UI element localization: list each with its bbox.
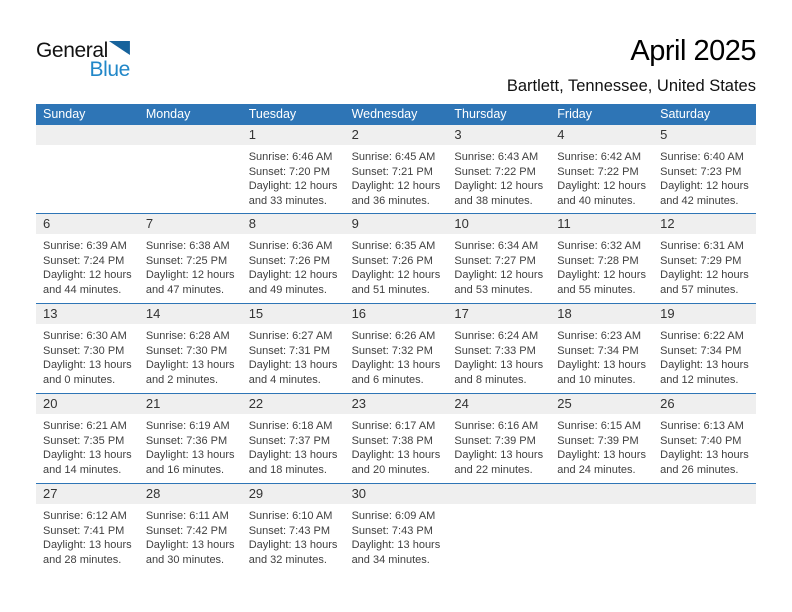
sunset-text: Sunset: 7:29 PM	[660, 254, 742, 267]
day-number	[550, 484, 653, 504]
day-number: 27	[36, 484, 139, 504]
daylight-text: Daylight: 13 hours and 2 minutes.	[145, 359, 235, 387]
weekday-wednesday: Wednesday	[351, 107, 418, 121]
week-row	[36, 213, 756, 303]
day-details	[345, 234, 442, 298]
sunrise-text: Sunrise: 6:15 AM	[557, 420, 642, 432]
day-details	[653, 234, 750, 298]
day-cell	[242, 125, 345, 213]
day-cell	[653, 484, 756, 573]
sunset-text: Sunset: 7:35 PM	[43, 434, 125, 447]
week-row	[36, 303, 756, 393]
sunrise-text: Sunrise: 6:46 AM	[248, 151, 333, 163]
day-details	[242, 145, 339, 209]
day-number: 28	[139, 484, 242, 504]
daylight-text: Daylight: 13 hours and 28 minutes.	[43, 539, 132, 567]
daylight-text: Daylight: 12 hours and 51 minutes.	[351, 269, 441, 297]
daylight-text: Daylight: 13 hours and 18 minutes.	[248, 449, 338, 477]
sunrise-text: Sunrise: 6:21 AM	[43, 420, 127, 432]
sunrise-text: Sunrise: 6:35 AM	[351, 240, 436, 252]
sunrise-text: Sunrise: 6:22 AM	[660, 330, 744, 342]
daylight-text: Daylight: 12 hours and 53 minutes.	[454, 269, 544, 297]
day-details	[447, 414, 544, 478]
daylight-text: Daylight: 13 hours and 30 minutes.	[145, 539, 235, 567]
day-details	[242, 324, 339, 388]
sunset-text: Sunset: 7:39 PM	[557, 434, 639, 447]
day-details	[139, 324, 236, 388]
day-details	[653, 414, 750, 478]
day-details	[139, 234, 236, 298]
day-details	[36, 414, 133, 478]
daylight-text: Daylight: 13 hours and 6 minutes.	[351, 359, 441, 387]
sunrise-text: Sunrise: 6:11 AM	[145, 510, 229, 522]
day-details	[36, 145, 133, 150]
week-row	[36, 393, 756, 483]
day-number: 16	[345, 304, 448, 324]
sunrise-text: Sunrise: 6:09 AM	[351, 510, 436, 522]
sunset-text: Sunset: 7:20 PM	[248, 165, 331, 178]
day-number: 22	[242, 394, 345, 414]
sunset-text: Sunset: 7:25 PM	[145, 254, 228, 267]
sunset-text: Sunset: 7:39 PM	[454, 434, 536, 447]
daylight-text: Daylight: 13 hours and 20 minutes.	[351, 449, 441, 477]
sunrise-text: Sunrise: 6:26 AM	[351, 330, 436, 342]
sunset-text: Sunset: 7:28 PM	[557, 254, 639, 267]
daylight-text: Daylight: 12 hours and 44 minutes.	[43, 269, 132, 297]
daylight-text: Daylight: 13 hours and 32 minutes.	[248, 539, 338, 567]
sunset-text: Sunset: 7:38 PM	[351, 434, 433, 447]
day-number: 9	[345, 214, 448, 234]
day-number	[447, 484, 550, 504]
sunset-text: Sunset: 7:26 PM	[248, 254, 331, 267]
day-details	[447, 234, 544, 298]
day-number: 18	[550, 304, 653, 324]
sunset-text: Sunset: 7:40 PM	[660, 434, 742, 447]
day-cell	[653, 394, 756, 483]
day-details	[242, 234, 339, 298]
day-number: 11	[550, 214, 653, 234]
sunrise-text: Sunrise: 6:19 AM	[145, 420, 230, 432]
weekday-sunday: Sunday	[43, 107, 86, 121]
day-details	[447, 504, 544, 509]
day-number: 13	[36, 304, 139, 324]
daylight-text: Daylight: 13 hours and 14 minutes.	[43, 449, 132, 477]
day-cell	[139, 484, 242, 573]
sunrise-text: Sunrise: 6:27 AM	[248, 330, 333, 342]
sunrise-text: Sunrise: 6:36 AM	[248, 240, 333, 252]
day-cell	[653, 125, 756, 213]
sunrise-text: Sunrise: 6:31 AM	[660, 240, 744, 252]
daylight-text: Daylight: 13 hours and 24 minutes.	[557, 449, 646, 477]
logo-triangle-icon	[109, 41, 130, 55]
daylight-text: Daylight: 12 hours and 40 minutes.	[557, 180, 646, 208]
day-cell	[242, 394, 345, 483]
sunrise-text: Sunrise: 6:16 AM	[454, 420, 539, 432]
day-details	[36, 324, 133, 388]
sunset-text: Sunset: 7:31 PM	[248, 344, 331, 357]
week-row	[36, 125, 756, 213]
daylight-text: Daylight: 12 hours and 36 minutes.	[351, 180, 441, 208]
day-details	[345, 504, 442, 568]
sunset-text: Sunset: 7:30 PM	[43, 344, 125, 357]
day-number: 21	[139, 394, 242, 414]
day-cell	[550, 214, 653, 303]
day-cell	[242, 484, 345, 573]
sunrise-text: Sunrise: 6:34 AM	[454, 240, 539, 252]
daylight-text: Daylight: 12 hours and 47 minutes.	[145, 269, 235, 297]
sunset-text: Sunset: 7:21 PM	[351, 165, 433, 178]
sunset-text: Sunset: 7:36 PM	[145, 434, 228, 447]
sunset-text: Sunset: 7:33 PM	[454, 344, 536, 357]
day-details	[550, 324, 647, 388]
day-details	[345, 324, 442, 388]
logo-general-text: General	[36, 39, 108, 62]
day-details	[345, 414, 442, 478]
sunrise-text: Sunrise: 6:13 AM	[660, 420, 744, 432]
daylight-text: Daylight: 13 hours and 8 minutes.	[454, 359, 544, 387]
day-number: 7	[139, 214, 242, 234]
day-number: 17	[447, 304, 550, 324]
day-details	[242, 414, 339, 478]
page-subtitle: Bartlett, Tennessee, United States	[506, 76, 756, 95]
day-cell	[242, 304, 345, 393]
day-number: 14	[139, 304, 242, 324]
day-number: 5	[653, 125, 756, 145]
daylight-text: Daylight: 12 hours and 57 minutes.	[660, 269, 749, 297]
daylight-text: Daylight: 13 hours and 22 minutes.	[454, 449, 544, 477]
day-number: 3	[447, 125, 550, 145]
day-number: 4	[550, 125, 653, 145]
sunset-text: Sunset: 7:32 PM	[351, 344, 433, 357]
day-cell	[36, 484, 139, 573]
sunrise-text: Sunrise: 6:40 AM	[660, 151, 744, 163]
week-row	[36, 483, 756, 573]
sunrise-text: Sunrise: 6:24 AM	[454, 330, 539, 342]
calendar	[36, 104, 756, 573]
day-number: 12	[653, 214, 756, 234]
daylight-text: Daylight: 13 hours and 10 minutes.	[557, 359, 646, 387]
day-number	[36, 125, 139, 145]
sunset-text: Sunset: 7:43 PM	[351, 524, 433, 537]
sunset-text: Sunset: 7:42 PM	[145, 524, 228, 537]
day-details	[550, 414, 647, 478]
day-cell	[139, 304, 242, 393]
day-cell	[345, 394, 448, 483]
day-number: 23	[345, 394, 448, 414]
day-number: 30	[345, 484, 448, 504]
sunset-text: Sunset: 7:30 PM	[145, 344, 228, 357]
day-number: 2	[345, 125, 448, 145]
day-cell	[447, 214, 550, 303]
sunset-text: Sunset: 7:41 PM	[43, 524, 125, 537]
sunrise-text: Sunrise: 6:32 AM	[557, 240, 642, 252]
sunrise-text: Sunrise: 6:43 AM	[454, 151, 539, 163]
sunrise-text: Sunrise: 6:18 AM	[248, 420, 333, 432]
day-cell	[139, 125, 242, 213]
day-number: 26	[653, 394, 756, 414]
day-cell	[345, 125, 448, 213]
logo-blue-text: Blue	[89, 58, 130, 81]
day-details	[242, 504, 339, 568]
daylight-text: Daylight: 13 hours and 26 minutes.	[660, 449, 749, 477]
sunrise-text: Sunrise: 6:38 AM	[145, 240, 230, 252]
day-cell	[447, 484, 550, 573]
daylight-text: Daylight: 13 hours and 0 minutes.	[43, 359, 132, 387]
weekday-saturday: Saturday	[660, 107, 711, 121]
weekday-tuesday: Tuesday	[248, 107, 297, 121]
sunrise-text: Sunrise: 6:45 AM	[351, 151, 436, 163]
day-number: 24	[447, 394, 550, 414]
daylight-text: Daylight: 13 hours and 4 minutes.	[248, 359, 338, 387]
daylight-text: Daylight: 13 hours and 16 minutes.	[145, 449, 235, 477]
daylight-text: Daylight: 13 hours and 34 minutes.	[351, 539, 441, 567]
sunset-text: Sunset: 7:22 PM	[557, 165, 639, 178]
day-cell	[139, 394, 242, 483]
day-cell	[653, 304, 756, 393]
day-cell	[447, 304, 550, 393]
day-cell	[550, 484, 653, 573]
daylight-text: Daylight: 12 hours and 38 minutes.	[454, 180, 544, 208]
day-cell	[550, 125, 653, 213]
sunset-text: Sunset: 7:22 PM	[454, 165, 536, 178]
day-number: 15	[242, 304, 345, 324]
title-block	[507, 36, 756, 96]
day-details	[550, 504, 647, 509]
daylight-text: Daylight: 12 hours and 49 minutes.	[248, 269, 338, 297]
daylight-text: Daylight: 12 hours and 42 minutes.	[660, 180, 749, 208]
day-cell	[242, 214, 345, 303]
page-title: April 2025	[630, 35, 756, 67]
sunset-text: Sunset: 7:24 PM	[43, 254, 125, 267]
general-blue-logo	[36, 40, 130, 80]
day-cell	[345, 484, 448, 573]
day-details	[447, 324, 544, 388]
sunset-text: Sunset: 7:23 PM	[660, 165, 742, 178]
day-number	[139, 125, 242, 145]
daylight-text: Daylight: 12 hours and 33 minutes.	[248, 180, 338, 208]
day-cell	[447, 125, 550, 213]
day-cell	[36, 214, 139, 303]
day-details	[653, 324, 750, 388]
day-number: 1	[242, 125, 345, 145]
sunrise-text: Sunrise: 6:10 AM	[248, 510, 333, 522]
weekday-thursday: Thursday	[454, 107, 507, 121]
day-details	[550, 145, 647, 209]
day-cell	[550, 394, 653, 483]
day-number: 10	[447, 214, 550, 234]
day-cell	[36, 304, 139, 393]
day-details	[139, 504, 236, 568]
day-details	[345, 145, 442, 209]
day-number: 8	[242, 214, 345, 234]
day-cell	[653, 214, 756, 303]
day-cell	[345, 304, 448, 393]
day-details	[550, 234, 647, 298]
sunrise-text: Sunrise: 6:30 AM	[43, 330, 127, 342]
weekday-header	[36, 104, 756, 125]
day-details	[653, 504, 750, 509]
sunset-text: Sunset: 7:37 PM	[248, 434, 331, 447]
sunrise-text: Sunrise: 6:23 AM	[557, 330, 642, 342]
sunrise-text: Sunrise: 6:39 AM	[43, 240, 127, 252]
day-details	[139, 145, 236, 150]
weekday-friday: Friday	[557, 107, 593, 121]
day-cell	[550, 304, 653, 393]
daylight-text: Daylight: 12 hours and 55 minutes.	[557, 269, 646, 297]
sunrise-text: Sunrise: 6:28 AM	[145, 330, 230, 342]
day-number: 20	[36, 394, 139, 414]
daylight-text: Daylight: 13 hours and 12 minutes.	[660, 359, 749, 387]
day-number: 25	[550, 394, 653, 414]
day-cell	[36, 394, 139, 483]
day-number: 19	[653, 304, 756, 324]
day-details	[36, 504, 133, 568]
day-number: 29	[242, 484, 345, 504]
sunrise-text: Sunrise: 6:42 AM	[557, 151, 642, 163]
sunrise-text: Sunrise: 6:12 AM	[43, 510, 127, 522]
sunset-text: Sunset: 7:34 PM	[557, 344, 639, 357]
day-cell	[139, 214, 242, 303]
sunset-text: Sunset: 7:34 PM	[660, 344, 742, 357]
day-details	[447, 145, 544, 209]
day-details	[36, 234, 133, 298]
day-details	[139, 414, 236, 478]
day-number: 6	[36, 214, 139, 234]
day-cell	[345, 214, 448, 303]
day-number	[653, 484, 756, 504]
sunset-text: Sunset: 7:27 PM	[454, 254, 536, 267]
sunrise-text: Sunrise: 6:17 AM	[351, 420, 436, 432]
day-details	[653, 145, 750, 209]
day-cell	[36, 125, 139, 213]
weekday-monday: Monday	[145, 107, 191, 121]
sunset-text: Sunset: 7:43 PM	[248, 524, 331, 537]
sunset-text: Sunset: 7:26 PM	[351, 254, 433, 267]
day-cell	[447, 394, 550, 483]
